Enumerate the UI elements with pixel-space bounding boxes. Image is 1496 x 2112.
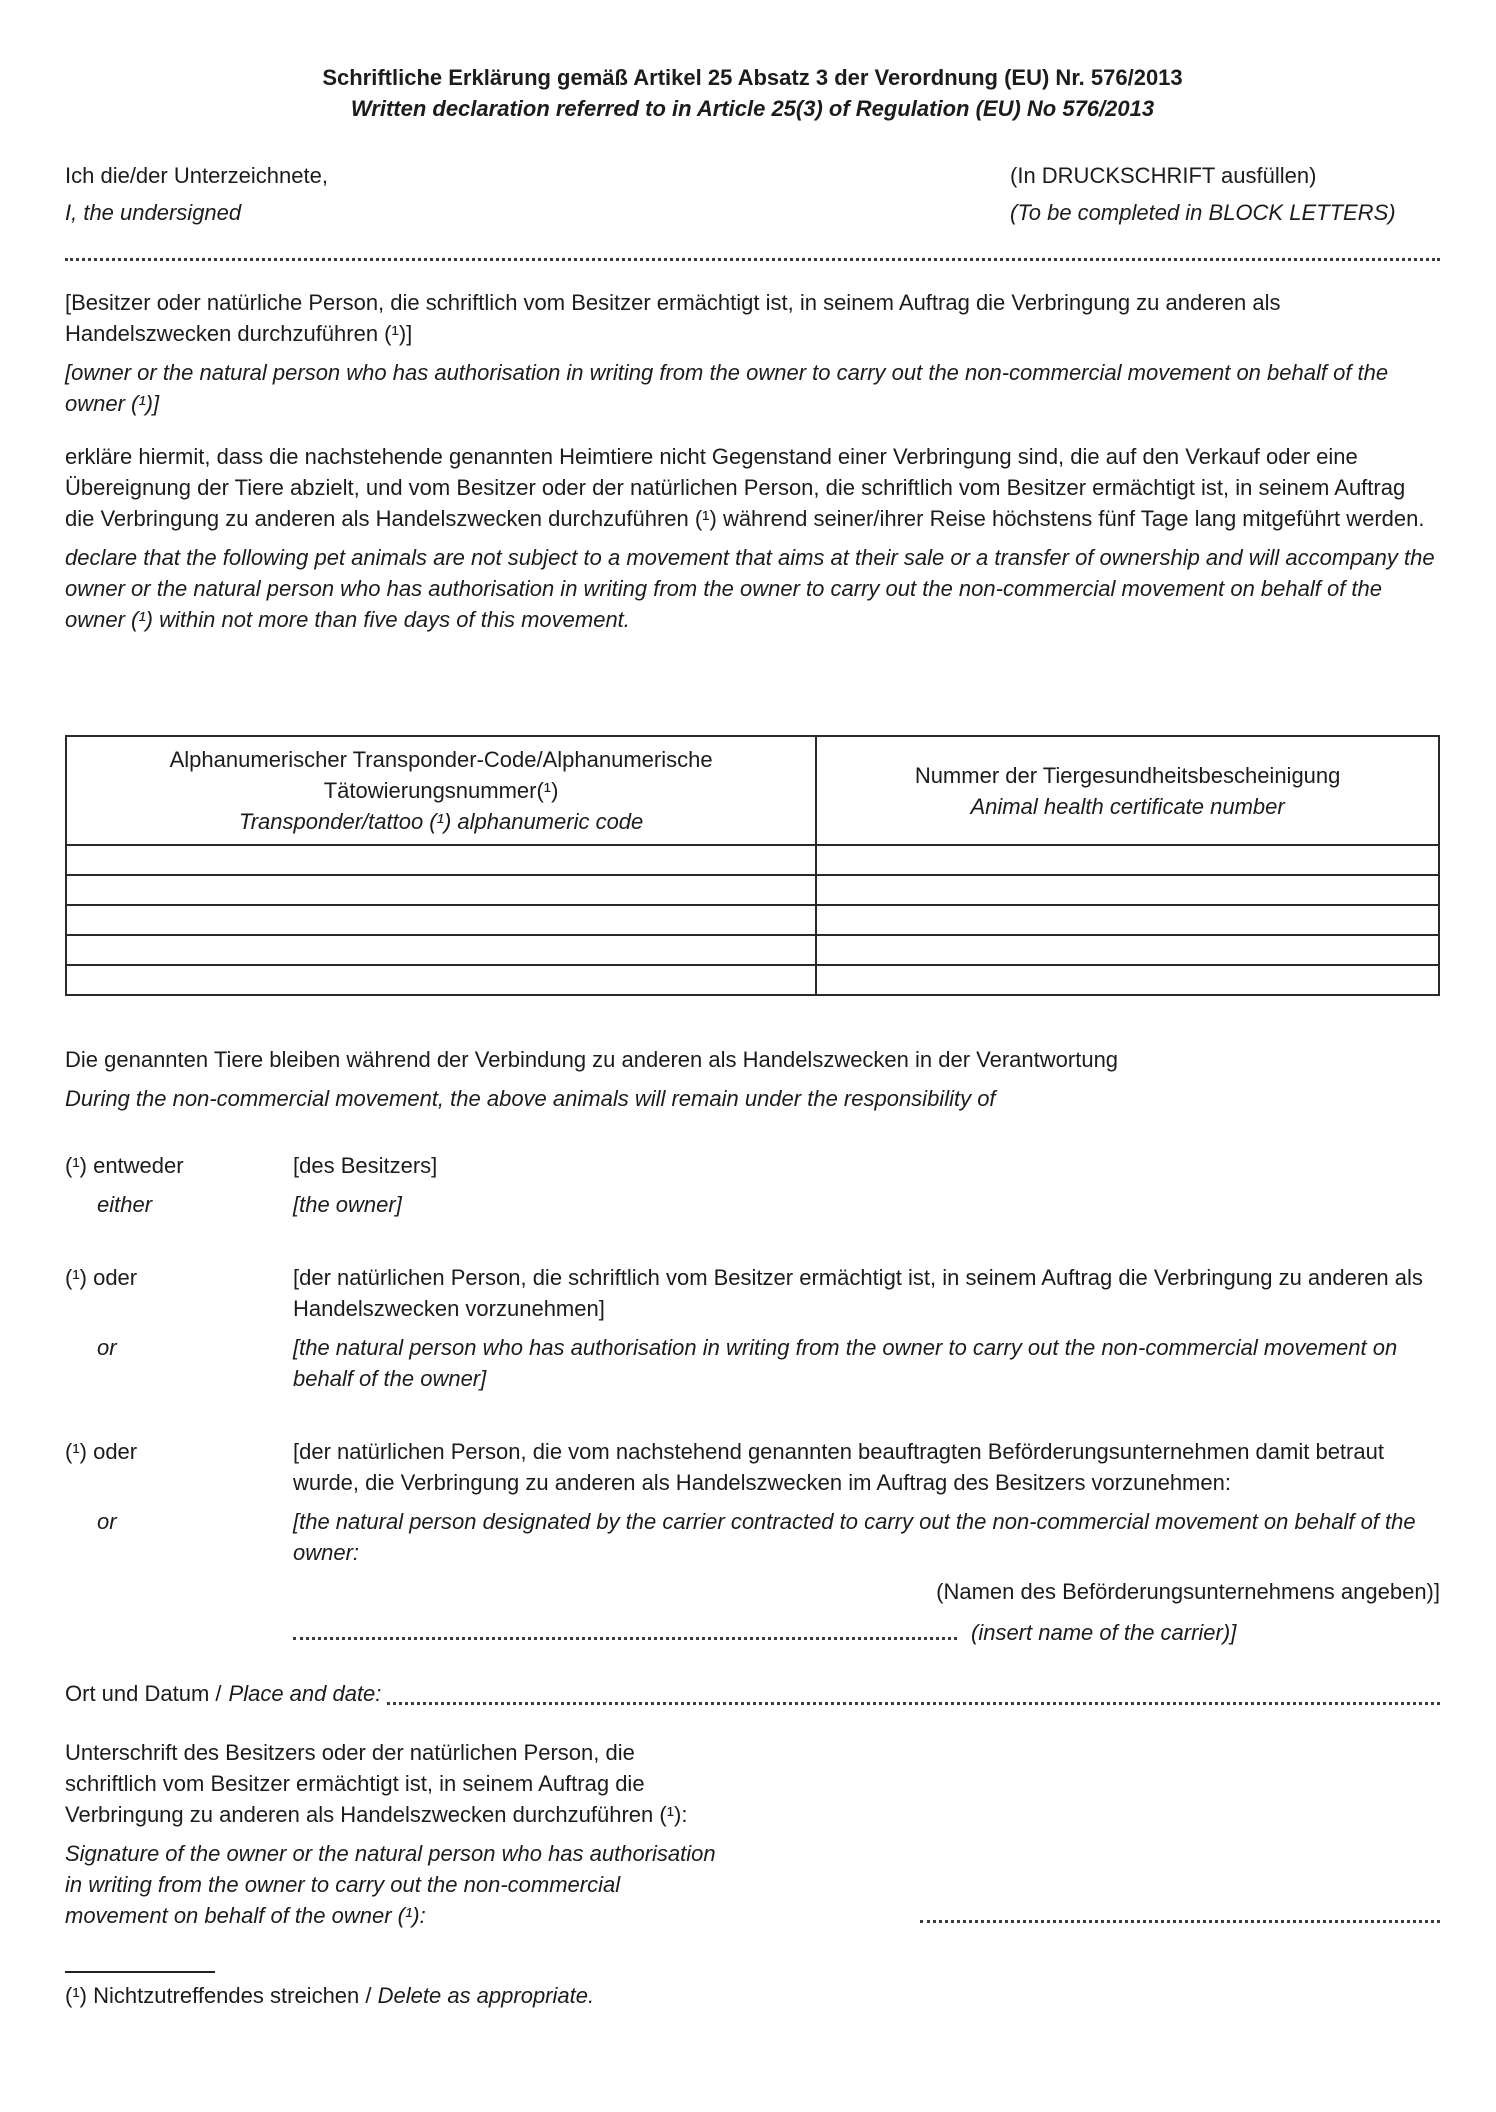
pets-table-row	[66, 905, 1439, 935]
certificate-number-header	[816, 736, 1439, 845]
transponder-code-header-en: Transponder/tattoo (¹) alphanumeric code	[238, 809, 644, 834]
options-section	[65, 1150, 1440, 1648]
option-text-en: [the natural person designated by the carrier contracted to carry out the non-commercial movement on behalf of the owner:	[293, 1509, 1416, 1565]
footnote-en: Delete as appropriate.	[377, 1983, 595, 2008]
owner-name-field[interactable]	[65, 258, 1440, 261]
carrier-name-note-de: (Namen des Beförderungsunternehmens angeben)]	[936, 1579, 1440, 1604]
carrier-name-note-en: (insert name of the carrier)]	[971, 1620, 1237, 1645]
pets-table-row	[66, 935, 1439, 965]
certificate-number-header-en: Animal health certificate number	[970, 793, 1285, 819]
undersigned-block	[65, 160, 1010, 228]
option-text-de: [der natürlichen Person, die schriftlich vom Besitzer ermächtigt ist, in seinem Auftrag die Verbringung zu anderen als Handelszwecken vorzunehmen]	[293, 1265, 1423, 1321]
certificate-number-cell[interactable]	[816, 845, 1439, 875]
owner-clause	[65, 287, 1440, 419]
transponder-code-cell[interactable]	[66, 935, 816, 965]
place-date-field[interactable]	[387, 1678, 1440, 1705]
certificate-number-cell[interactable]	[816, 905, 1439, 935]
option-marker-en: or	[97, 1509, 117, 1534]
declaration-en: declare that the following pet animals are not subject to a movement that aims at their sale or a transfer of ownership and will accompany the owner or the natural person who has authorisation in writing from the owner to carry out the non-commercial movement on behalf of the owner (¹) within not more than five days of this movement.	[65, 545, 1435, 632]
pets-table-header-row	[66, 736, 1439, 845]
signature-section	[65, 1737, 1440, 1931]
transponder-code-cell[interactable]	[66, 965, 816, 995]
pets-table-row	[66, 875, 1439, 905]
transponder-code-cell[interactable]	[66, 905, 816, 935]
responsibility-en: During the non-commercial movement, the above animals will remain under the responsibility of	[65, 1086, 996, 1111]
undersigned-label-en: I, the undersigned	[65, 200, 242, 225]
option-marker-en: either	[97, 1192, 153, 1217]
pets-table	[65, 735, 1440, 996]
certificate-number-cell[interactable]	[816, 965, 1439, 995]
declaration-de: erkläre hiermit, dass die nachstehende genannten Heimtiere nicht Gegenstand einer Verbringung sind, die auf den Verkauf oder eine Übereignung der Tiere abzielt, und vom Besitzer oder der natürlichen Person, die schriftlich vom Besitzer ermächtigt ist, in seinem Auftrag die Verbringung zu anderen als Handelszwecken durchzuführen (¹) während seiner/ihrer Reise höchstens fünf Tage lang mitgeführt werden.	[65, 444, 1425, 531]
option-marker-de: (¹) entweder	[65, 1153, 184, 1178]
option-or-carrier-person	[65, 1436, 1440, 1648]
carrier-name-line	[293, 1615, 1440, 1648]
option-text-en: [the owner]	[293, 1192, 402, 1217]
block-letters-note-en: (To be completed in BLOCK LETTERS)	[1010, 200, 1396, 225]
block-letters-note-de: (In DRUCKSCHRIFT ausfüllen)	[1010, 163, 1317, 188]
option-marker-de: (¹) oder	[65, 1439, 138, 1464]
option-marker-de: (¹) oder	[65, 1265, 138, 1290]
option-text-de: [des Besitzers]	[293, 1153, 438, 1178]
certificate-number-header-de: Nummer der Tiergesundheitsbescheinigung	[914, 762, 1341, 788]
declaration-paragraph	[65, 441, 1440, 635]
place-date-label-de: Ort und Datum /	[65, 1681, 222, 1706]
pets-table-row	[66, 965, 1439, 995]
carrier-name-field[interactable]	[293, 1615, 957, 1640]
footnote-rule	[65, 1971, 215, 1973]
document-title	[65, 62, 1440, 124]
certificate-number-cell[interactable]	[816, 875, 1439, 905]
transponder-code-cell[interactable]	[66, 845, 816, 875]
undersigned-label-de: Ich die/der Unterzeichnete,	[65, 163, 328, 188]
signature-label-en: Signature of the owner or the natural person who has authorisation in writing from the owner to carry out the non-commercial movement on behalf of the owner (¹):	[65, 1841, 716, 1928]
option-text-de: [der natürlichen Person, die vom nachstehend genannten beauftragten Beförderungsunternehmen damit betraut wurde, die Verbringung zu anderen als Handelszwecken im Auftrag des Besitzers vorzunehmen:	[293, 1439, 1384, 1495]
pets-table-body	[66, 845, 1439, 995]
owner-clause-en: [owner or the natural person who has authorisation in writing from the owner to carry out the non-commercial movement on behalf of the owner (¹)]	[65, 360, 1389, 416]
block-letters-note	[1010, 160, 1440, 228]
option-either-owner	[65, 1150, 1440, 1220]
option-marker-en: or	[97, 1335, 117, 1360]
pets-table-row	[66, 845, 1439, 875]
footnote-de: (¹) Nichtzutreffendes streichen /	[65, 1983, 372, 2008]
transponder-code-header-de: Alphanumerischer Transponder-Code/Alphanumerische Tätowierungsnummer(¹)	[169, 747, 713, 803]
transponder-code-cell[interactable]	[66, 875, 816, 905]
option-text-en: [the natural person who has authorisation in writing from the owner to carry out the non-commercial movement on behalf of the owner]	[293, 1335, 1398, 1391]
owner-clause-de: [Besitzer oder natürliche Person, die schriftlich vom Besitzer ermächtigt ist, in seinem Auftrag die Verbringung zu anderen als Handelszwecken durchzuführen (¹)]	[65, 290, 1281, 346]
option-or-authorised-person	[65, 1262, 1440, 1394]
signature-label	[65, 1737, 725, 1931]
intro-section	[65, 160, 1440, 228]
place-date-row	[65, 1678, 1440, 1709]
place-date-label-en: Place and date:	[228, 1681, 382, 1706]
certificate-number-cell[interactable]	[816, 935, 1439, 965]
document-title-en: Written declaration referred to in Article 25(3) of Regulation (EU) No 576/2013	[350, 96, 1155, 121]
signature-label-de: Unterschrift des Besitzers oder der natürlichen Person, die schriftlich vom Besitzer ermächtigt ist, in seinem Auftrag die Verbringung zu anderen als Handelszwecken durchzuführen (¹):	[65, 1740, 688, 1827]
responsibility-paragraph	[65, 1044, 1440, 1114]
responsibility-de: Die genannten Tiere bleiben während der Verbindung zu anderen als Handelszwecken in der Verantwortung	[65, 1047, 1119, 1072]
footnote	[65, 1971, 1440, 2011]
signature-field[interactable]	[920, 1920, 1440, 1923]
transponder-code-header	[66, 736, 816, 845]
document-title-de: Schriftliche Erklärung gemäß Artikel 25 Absatz 3 der Verordnung (EU) Nr. 576/2013	[322, 65, 1183, 90]
